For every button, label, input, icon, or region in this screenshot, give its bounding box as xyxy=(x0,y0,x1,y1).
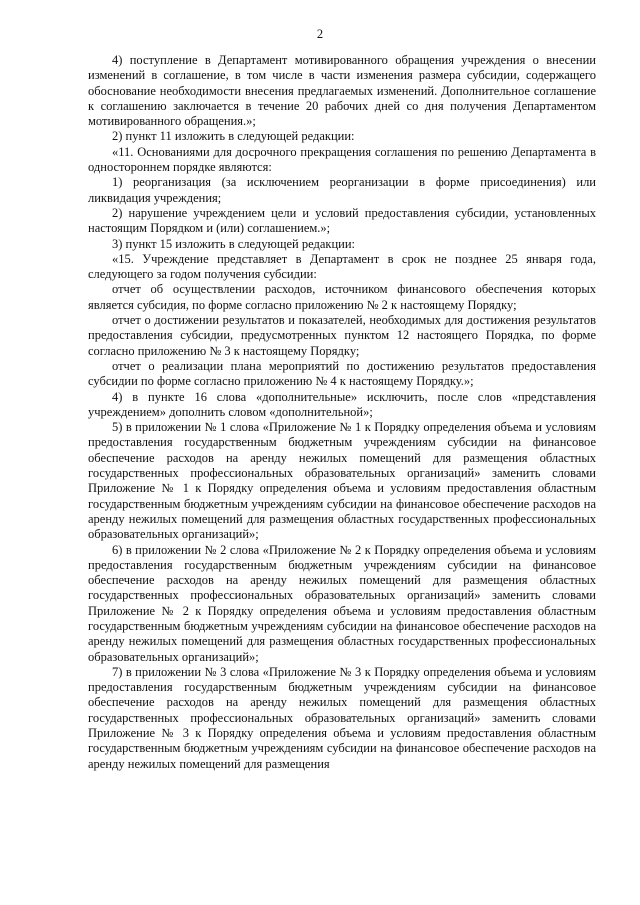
paragraph-amend-point-11: 2) пункт 11 изложить в следующей редакции: xyxy=(112,129,355,144)
paragraph-ground-reorganization: 1) реорганизация (за исключением реорганизации в форме присоединения) или ликвидация учреждения; xyxy=(88,175,596,205)
paragraph-amend-point-15: 3) пункт 15 изложить в следующей редакции: xyxy=(112,236,355,251)
paragraph-point-15-reports: «15. Учреждение представляет в Департамент в срок не позднее 25 января года, следующего за годом получения субсидии: xyxy=(88,251,596,282)
paragraph-item-4-petition: 4) поступление в Департамент мотивированного обращения учреждения о внесении изменений в соглашение, в том числе в части изменения размера субсидии, содержащего обоснование необходимости внесения предлагаемых изменений. Дополнительное соглашение к соглашению заключается в течение 20 рабочих дней со дня получения Департаментом мотивированного обращения.»; xyxy=(88,53,596,129)
page-number: 2 xyxy=(316,27,324,41)
paragraph-amend-point-16: 4) в пункте 16 слова «дополнительные» исключить, после слов «представления учреждением» дополнить словом «дополнительной»; xyxy=(88,389,596,419)
paragraph-point-11-grounds: «11. Основаниями для досрочного прекращения соглашения по решению Департамента в одностороннем порядке являются: xyxy=(88,144,596,175)
paragraph-ground-violation: 2) нарушение учреждением цели и условий предоставления субсидии, установленных настоящим Порядком и (или) соглашением.»; xyxy=(88,205,596,236)
paragraph-report-results: отчет о достижении результатов и показателей, необходимых для достижения результатов предоставления субсидии, предусмотренных пунктом 12 настоящего Порядка, по форме согласно приложению № 3 к настоящему Порядку; xyxy=(88,313,596,358)
paragraph-appendix-1: 5) в приложении № 1 слова «Приложение № 1 к Порядку определения объема и условиям предоставления государственным бюджетным учреждениям субсидии на финансовое обеспечение расходов на аренду нежилых помещений для размещения областных государственных профессиональных образовательных организаций» заменить словами Приложение № 1 к Порядку определения объема и условиям предоставления областным государственным бюджетным учреждениям субсидии на финансовое обеспечение расходов на аренду нежилых помещений для размещения областных государственных профессиональных образовательных организаций»; xyxy=(88,420,596,542)
paragraph-appendix-2: 6) в приложении № 2 слова «Приложение № 2 к Порядку определения объема и условиям предоставления государственным бюджетным учреждениям субсидии на финансовое обеспечение расходов на аренду нежилых помещений для размещения областных государственных профессиональных образовательных организаций» заменить словами Приложение № 2 к Порядку определения объема и условиям предоставления областным государственным бюджетным учреждениям субсидии на финансовое обеспечение расходов на аренду нежилых помещений для размещения областных государственных профессиональных образовательных организаций»; xyxy=(88,542,596,664)
paragraph-appendix-3: 7) в приложении № 3 слова «Приложение № 3 к Порядку определения объема и условиям предоставления государственным бюджетным учреждениям субсидии на финансовое обеспечение расходов на аренду нежилых помещений для размещения областных государственных профессиональных образовательных организаций» заменить словами Приложение № 3 к Порядку определения объема и условиям предоставления областным государственным бюджетным учреждениям субсидии на финансовое обеспечение расходов на аренду нежилых помещений для размещения xyxy=(88,664,596,771)
paragraph-report-plan: отчет о реализации плана мероприятий по достижению результатов предоставления субсидии по форме согласно приложению № 4 к настоящему Порядку.»; xyxy=(88,358,596,389)
document-body xyxy=(88,53,596,772)
paragraph-report-expenses: отчет об осуществлении расходов, источником финансового обеспечения которых является субсидия, по форме согласно приложению № 2 к настоящему Порядку; xyxy=(88,282,596,312)
